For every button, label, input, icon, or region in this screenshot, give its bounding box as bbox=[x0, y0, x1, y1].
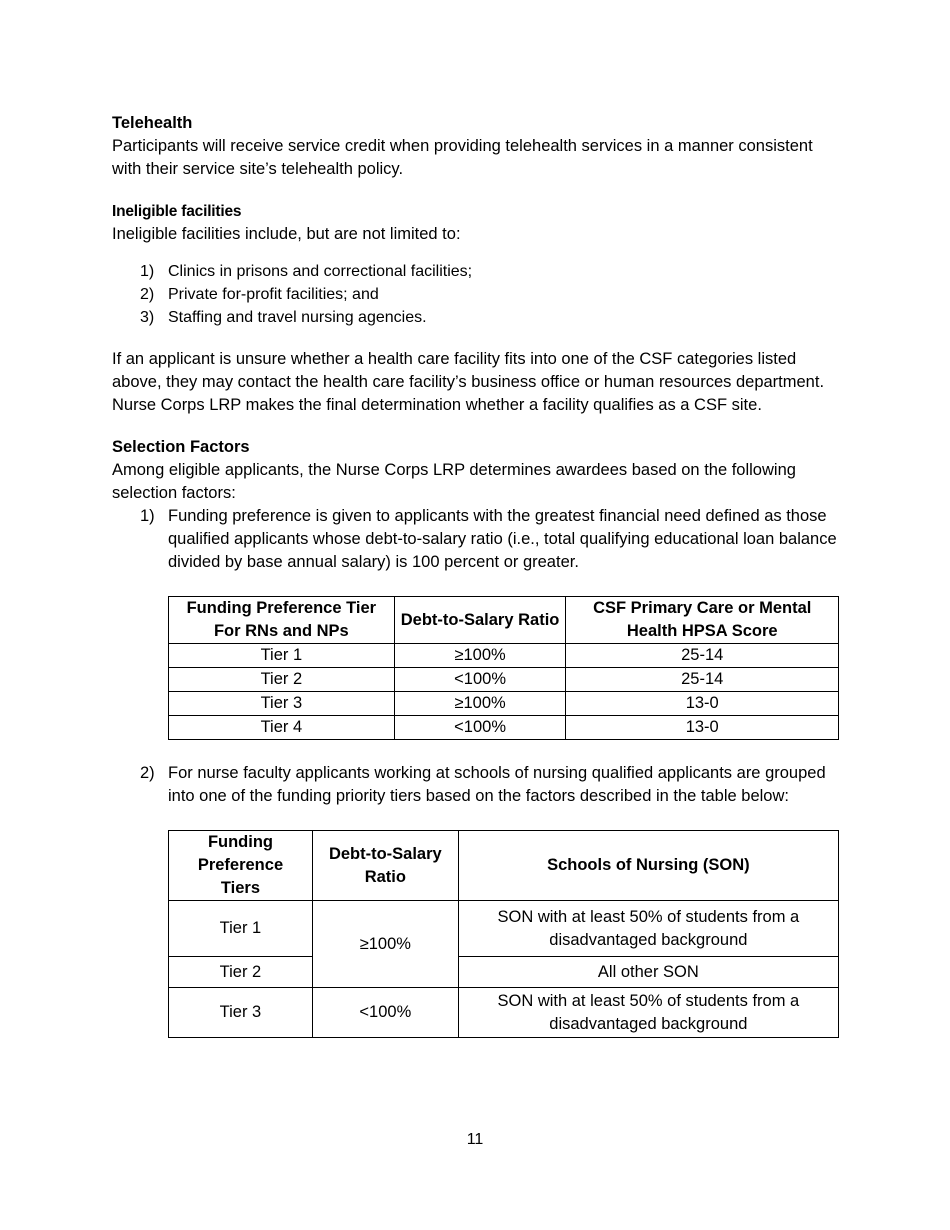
telehealth-heading: Telehealth bbox=[112, 114, 193, 132]
page-number: 11 bbox=[466, 1131, 484, 1148]
table-header: Debt-to-Salary Ratio bbox=[312, 831, 458, 901]
table-header: CSF Primary Care or Mental Health HPSA Score bbox=[566, 597, 839, 644]
csf-note: If an applicant is unsure whether a health care facility fits into one of the CSF categories listed above, they may contact the health care facility’s business office or human resources department. Nurse Corps LRP makes the final determination whether a facility qualifies as a CSF site. bbox=[112, 350, 825, 414]
list-item: 1) Funding preference is given to applicants with the greatest financial need defined as those qualified applicants whose debt-to-salary ratio (i.e., total qualifying educational loan balance divided by base annual salary) is 100 percent or greater. bbox=[140, 507, 837, 571]
table-header: Debt-to-Salary Ratio bbox=[394, 597, 566, 644]
rn-np-tier-table bbox=[168, 596, 839, 740]
telehealth-body: Participants will receive service credit when providing telehealth services in a manner consistent with their service site’s telehealth policy. bbox=[112, 137, 813, 178]
table-row: Tier 3 <100% SON with at least 50% of students from a disadvantaged background bbox=[169, 988, 839, 1038]
selection-list-1 bbox=[112, 505, 840, 574]
table-header: Funding Preference Tiers bbox=[169, 831, 313, 901]
ineligible-heading: Ineligible facilities bbox=[112, 203, 242, 220]
list-item: 3) Staffing and travel nursing agencies. bbox=[140, 309, 427, 326]
table-header-row bbox=[169, 831, 839, 901]
list-item: 1) Clinics in prisons and correctional facilities; bbox=[140, 263, 473, 280]
ineligible-list bbox=[112, 260, 840, 329]
table-row: Tier 4 <100% 13-0 bbox=[169, 716, 839, 740]
nurse-faculty-tier-table bbox=[168, 830, 839, 1038]
table-row: Tier 2 All other SON bbox=[169, 957, 839, 988]
table-header: Funding Preference Tier For RNs and NPs bbox=[169, 597, 395, 644]
table-row: Tier 1 ≥100% 25-14 bbox=[169, 644, 839, 668]
table-row: Tier 3 ≥100% 13-0 bbox=[169, 692, 839, 716]
table-header: Schools of Nursing (SON) bbox=[458, 831, 838, 901]
table-header-row bbox=[169, 597, 839, 644]
table-row: Tier 1 ≥100% SON with at least 50% of students from a disadvantaged background bbox=[169, 901, 839, 957]
selection-heading: Selection Factors bbox=[112, 438, 250, 456]
ineligible-intro: Ineligible facilities include, but are not limited to: bbox=[112, 225, 461, 243]
document-page bbox=[112, 112, 840, 1038]
selection-list-2 bbox=[112, 762, 840, 808]
list-item: 2) Private for-profit facilities; and bbox=[140, 286, 379, 303]
selection-intro: Among eligible applicants, the Nurse Corps LRP determines awardees based on the following selection factors: bbox=[112, 461, 796, 502]
table-row: Tier 2 <100% 25-14 bbox=[169, 668, 839, 692]
list-item: 2) For nurse faculty applicants working at schools of nursing qualified applicants are grouped into one of the funding priority tiers based on the factors described in the table below: bbox=[140, 764, 826, 805]
